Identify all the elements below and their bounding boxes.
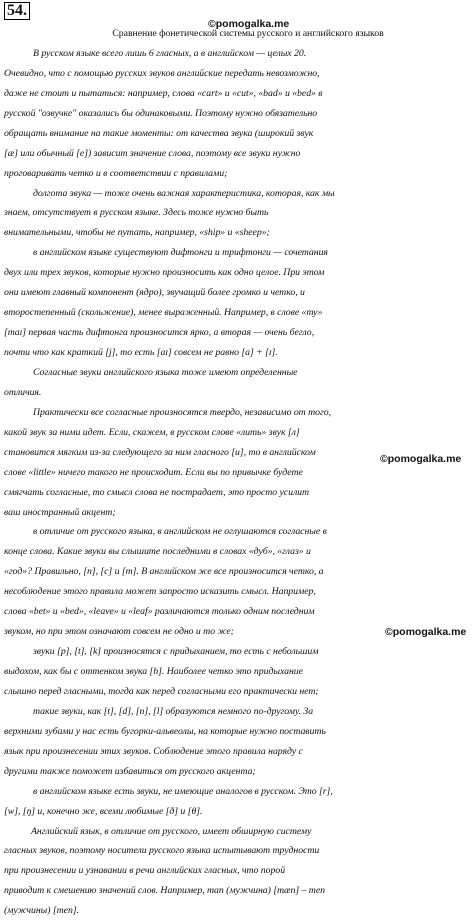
text-line: «год»? Правильно, [п], [с] и [т]. В английском же все произносится четко, а (4, 566, 324, 578)
watermark-lower: ©pomogalka.me (385, 626, 467, 638)
text-line: [maɪ] первая часть дифтонга произносится ярко, а вторая — очень бегло, (4, 327, 314, 339)
text-line: В русском языке всего лишь 6 гласных, а в английском — целых 20. (33, 47, 307, 59)
text-line: долгота звука — тоже очень важная характеристика, которая, как мы (33, 187, 335, 199)
watermark-middle: ©pomogalka.me (380, 453, 462, 465)
page-title: Сравнение фонетической системы русского и английского языков (112, 28, 384, 39)
text-line: верхними зубами у нас есть бугорки-альвеолы, на которые нужно поставить (4, 725, 326, 737)
text-line: при произнесении и узнавании в речи английских гласных, что порой (4, 865, 286, 877)
text-line: выдохом, как бы с оттенком звука [h]. Наиболее четко это придыхание (4, 666, 303, 677)
text-line: слова «bet» и «bed», «leave» и «leaf» различаются только одним последним (4, 606, 315, 618)
text-line: Практически все согласные произносятся твердо, независимо от того, (33, 406, 332, 418)
text-line: в английском языке есть звуки, не имеющие аналогов в русском. Это [r], (33, 785, 333, 797)
text-line: слове «little» ничего такого не происходит. Если вы по привычке будете (4, 466, 303, 478)
text-line: ваш иностранный акцент; (4, 506, 116, 518)
exercise-number: 54. (4, 2, 30, 20)
text-line: двух или трех звуков, которые нужно произносить как одно целое. При этом (4, 267, 325, 279)
text-line: русской "озвучке" оказались бы одинаковыми. Поэтому нужно обязательно (4, 107, 318, 119)
text-line: внимательными, чтобы не путать, например, «ship» и «sheep»; (4, 227, 270, 239)
text-line: в английском языке существуют дифтонги и трифтонги — сочетания (33, 247, 328, 259)
text-line: какой звук за ними идет. Если, скажем, в русском слове «лить» звук [л] (4, 426, 300, 438)
text-line: звуки [p], [t], [k] произносятся с придыханием, то есть с небольшим (33, 646, 319, 658)
text-line: конце слова. Какие звуки вы слышите последними в словах «дуб», «глаз» и (4, 546, 311, 558)
text-line: Очевидно, что с помощью русских звуков английские передать невозможно, (4, 67, 320, 79)
text-line: становится мягким из-за следующего за ним гласного [и], то в английском (4, 446, 316, 458)
text-line: даже не стоит и пытаться: например, слова «cart» и «cut», «bad» и «bed» в (4, 87, 323, 99)
text-line: такие звуки, как [t], [d], [n], [l] образуются немного по-другому. За (33, 705, 314, 717)
text-line: приводит к смешению значений слов. Например, man (мужчина) [mæn] – men (4, 885, 325, 897)
text-line: гласных звуков, поэтому носители русского языка испытывают трудности (4, 845, 320, 857)
text-line: второстепенный (скольжение), менее выраженный. Например, в слове «ту» (4, 307, 323, 319)
text-line: проговаривать четко и в соответствии с правилами; (4, 167, 228, 179)
text-line: они имеют главный компонент (ядро), звучащий более громко и четко, и (4, 287, 305, 299)
text-line: Согласные звуки английского языка тоже имеют определенные (33, 366, 298, 378)
text-line: смягчать согласные, то смысл слова не пострадает, это просто усилит (4, 486, 310, 498)
page-text (0, 24, 474, 921)
text-line: Английский язык, в отличие от русского, имеет обширную систему (31, 825, 312, 837)
text-line: обращать внимание на такие моменты: от качества звука (широкий звук (4, 127, 314, 139)
text-line: слышно перед гласными, тогда как перед согласными его практически нет; (4, 685, 319, 697)
text-line: другими также поможет избавиться от русского акцента; (4, 765, 256, 777)
text-line: [æ] или обычный [e]) зависит значение слова, поэтому все звуки нужно (4, 147, 301, 159)
text-line: почти что как краткий [j], то есть [aɪ] совсем не равно [a] + [ɪ]. (4, 347, 278, 358)
text-line: [w], [ŋ] и, конечно же, всеми любимые [ð] и [θ]. (4, 805, 203, 817)
text-line: в отличие от русского языка, в английском не оглушаются согласные в (33, 526, 327, 538)
text-line: (мужчины) [men]. (4, 905, 79, 917)
text-line: знаем, отсутствует в русском языке. Здесь тоже нужно быть (4, 207, 269, 219)
text-line: звуком, но при этом означают совсем не одно и то же; (4, 626, 234, 638)
text-line: язык при произнесении этих звуков. Соблюдение этого правила наряду с (4, 745, 303, 757)
watermark-top: ©pomogalka.me (208, 18, 290, 30)
text-line: отличия. (4, 386, 42, 398)
text-line: несоблюдение этого правила может запросто исказить смысл. Например, (4, 586, 316, 598)
